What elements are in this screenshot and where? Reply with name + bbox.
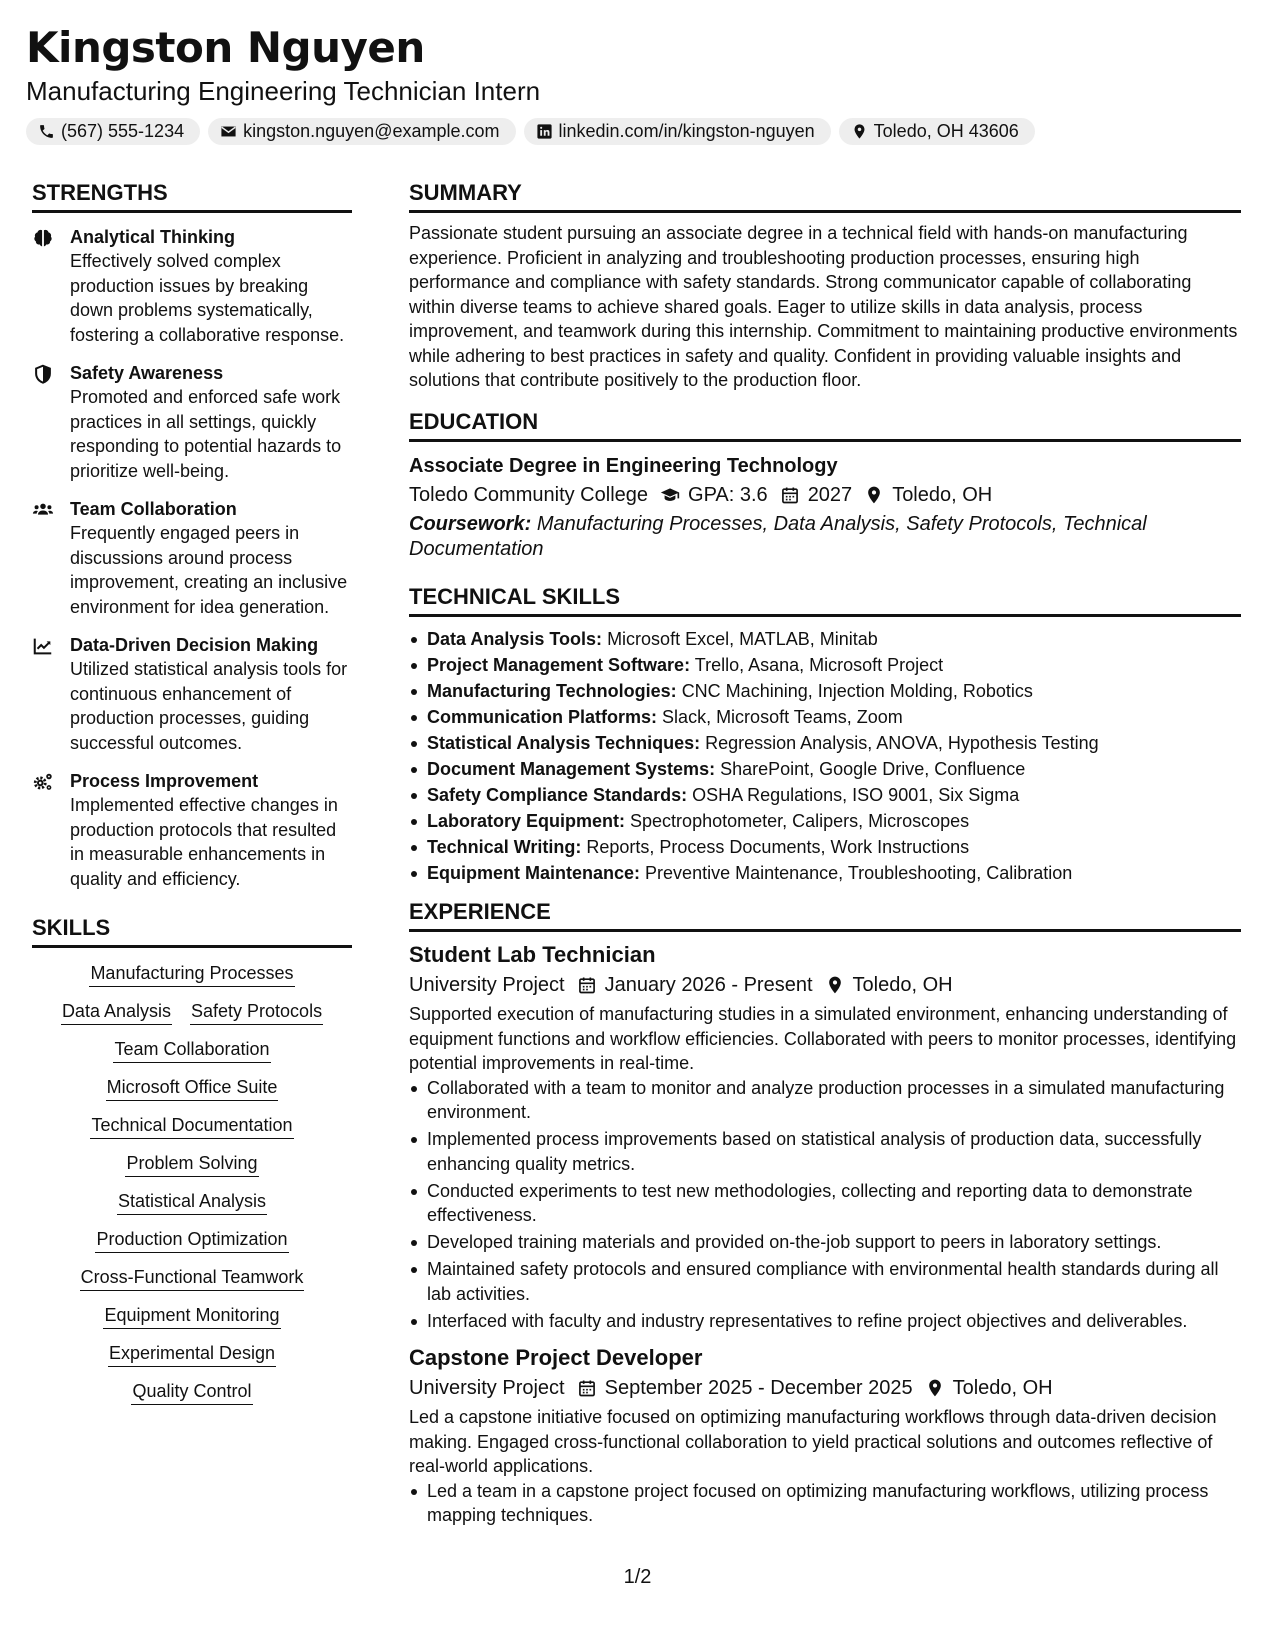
summary-text: Passionate student pursuing an associate degree in a technical field with hands-on manufacturing experience. Proficient in analyzing and troubleshooting production processes, ensuring high performance and compliance with safety standards. Strong communicator capable of collaborating within diverse teams to achieve shared goals. Eager to utilize skills in data analysis, process improvement, and teamwork during this internship. Commitment to maintaining productive environments while adhering to best practices in safety and quality. Confident in providing valuable insights and solutions that contribute positively to the production floor. — [409, 223, 1238, 390]
contact-phone-text: (567) 555-1234 — [61, 121, 185, 141]
skill-tag: Team Collaboration — [113, 1036, 270, 1063]
tech-skill-value: Slack, Microsoft Teams, Zoom — [662, 706, 903, 727]
experience-entry — [409, 1343, 1241, 1528]
list-item — [409, 783, 1241, 808]
coursework-label: Coursework: — [409, 512, 532, 535]
skill-tag: Data Analysis — [61, 998, 172, 1025]
experience-heading: EXPERIENCE — [409, 897, 1241, 932]
tech-skill-label: Communication Platforms: — [427, 706, 658, 727]
contact-email[interactable] — [208, 118, 515, 145]
list-item — [409, 757, 1241, 782]
tech-skill-value: CNC Machining, Injection Molding, Robotics — [681, 680, 1033, 701]
strength-description: Utilized statistical analysis tools for continuous enhancement of production processes, guiding successful outcomes. — [70, 659, 348, 753]
list-item — [409, 679, 1241, 704]
list-item — [409, 861, 1241, 886]
skill-tag: Statistical Analysis — [117, 1188, 267, 1215]
strength-description: Effectively solved complex production issues by breaking down problems systematically, fostering a collaborative response. — [70, 251, 345, 345]
strength-description: Promoted and enforced safe work practices in all settings, quickly responding to potential hazards to prioritize well-being. — [70, 387, 342, 481]
list-item: Conducted experiments to test new methodologies, collecting and reporting data to demonstrate effectiveness. — [409, 1179, 1241, 1228]
coursework — [409, 512, 1241, 562]
contact-bar — [26, 118, 1035, 145]
tech-skill-label: Laboratory Equipment: — [427, 810, 626, 831]
tech-skill-value: Preventive Maintenance, Troubleshooting, Calibration — [645, 862, 1073, 883]
strength-item — [32, 497, 352, 619]
skill-tag: Microsoft Office Suite — [106, 1074, 279, 1101]
strength-item — [32, 633, 352, 755]
tech-skill-label: Document Management Systems: — [427, 758, 716, 779]
skill-tag: Equipment Monitoring — [103, 1302, 280, 1329]
strength-title: Analytical Thinking — [70, 227, 236, 247]
contact-linkedin-text: linkedin.com/in/kingston-nguyen — [558, 121, 815, 141]
resume-header — [26, 22, 1035, 145]
brain-icon — [32, 227, 54, 249]
candidate-name: Kingston Nguyen — [26, 23, 425, 72]
job-title: Student Lab Technician — [409, 942, 656, 967]
job-bullets — [409, 1479, 1241, 1528]
strength-description: Frequently engaged peers in discussions around process improvement, creating an inclusive environment for idea generation. — [70, 523, 348, 617]
tech-skill-value: OSHA Regulations, ISO 9001, Six Sigma — [692, 784, 1020, 805]
right-column — [409, 178, 1241, 1530]
list-item — [409, 809, 1241, 834]
skill-tag: Cross-Functional Teamwork — [80, 1264, 305, 1291]
location-pin-icon — [851, 123, 868, 140]
contact-email-text: kingston.nguyen@example.com — [243, 121, 500, 141]
coursework-list: Manufacturing Processes, Data Analysis, Safety Protocols, Technical Documentation — [409, 512, 1147, 560]
list-item — [409, 705, 1241, 730]
tech-skill-label: Equipment Maintenance: — [427, 862, 641, 883]
tech-skill-label: Safety Compliance Standards: — [427, 784, 688, 805]
skills-heading: SKILLS — [32, 913, 352, 948]
tech-skill-label: Manufacturing Technologies: — [427, 680, 677, 701]
location-pin-icon — [925, 1378, 945, 1398]
list-item: Developed training materials and provided on-the-job support to peers in laboratory settings. — [409, 1230, 1241, 1255]
job-bullets — [409, 1076, 1241, 1334]
strength-title: Process Improvement — [70, 771, 259, 791]
strengths-heading: STRENGTHS — [32, 178, 352, 213]
job-title: Capstone Project Developer — [409, 1345, 703, 1370]
list-item: Maintained safety protocols and ensured compliance with environmental health standards during all lab activities. — [409, 1257, 1241, 1306]
strength-description: Implemented effective changes in production protocols that resulted in measurable enhancements in quality and efficiency. — [70, 795, 338, 889]
job-meta — [409, 970, 1241, 1000]
job-org: University Project — [409, 1377, 565, 1399]
job-summary: Supported execution of manufacturing studies in a simulated environment, enhancing understanding of equipment functions and workflow efficiencies. Collaborated with peers to monitor processes, identifying potential improvements in real-time. — [409, 1004, 1237, 1073]
list-item: Led a team in a capstone project focused on optimizing manufacturing workflows, utilizing process mapping techniques. — [409, 1479, 1241, 1528]
tech-skill-value: Regression Analysis, ANOVA, Hypothesis Testing — [705, 732, 1099, 753]
school-location: Toledo, OH — [892, 483, 993, 506]
technical-skills-list — [409, 627, 1241, 886]
technical-skills-heading: TECHNICAL SKILLS — [409, 582, 1241, 617]
experience-entry — [409, 940, 1241, 1333]
strength-item — [32, 225, 352, 347]
tech-skill-value: SharePoint, Google Drive, Confluence — [720, 758, 1026, 779]
page-number: 1/2 — [623, 1566, 652, 1588]
strength-item — [32, 361, 352, 483]
location-pin-icon — [825, 975, 845, 995]
graduation-year: 2027 — [807, 483, 853, 506]
summary-heading: SUMMARY — [409, 178, 1241, 213]
list-item: Implemented process improvements based on statistical analysis of production data, successfully enhancing quality metrics. — [409, 1127, 1241, 1176]
job-dates: January 2026 - Present — [604, 974, 813, 996]
skill-tag: Experimental Design — [108, 1340, 276, 1367]
tech-skill-value: Reports, Process Documents, Work Instructions — [586, 836, 970, 857]
envelope-icon — [220, 123, 237, 140]
contact-location-text: Toledo, OH 43606 — [873, 121, 1019, 141]
list-item — [409, 627, 1241, 652]
tech-skill-value: Spectrophotometer, Calipers, Microscopes — [630, 810, 970, 831]
calendar-icon — [577, 975, 597, 995]
candidate-title: Manufacturing Engineering Technician Intern — [26, 76, 541, 106]
skill-tag: Manufacturing Processes — [89, 960, 294, 987]
job-location: Toledo, OH — [852, 974, 953, 996]
linkedin-icon — [536, 123, 553, 140]
strength-title: Data-Driven Decision Making — [70, 635, 319, 655]
contact-phone[interactable] — [26, 118, 200, 145]
education-meta — [409, 480, 1241, 510]
tech-skill-label: Project Management Software: — [427, 654, 691, 675]
skill-tag: Production Optimization — [95, 1226, 288, 1253]
users-icon — [32, 499, 54, 521]
graduation-cap-icon — [660, 485, 680, 505]
contact-location — [839, 118, 1035, 145]
strength-title: Team Collaboration — [70, 499, 237, 519]
tech-skill-label: Technical Writing: — [427, 836, 582, 857]
tech-skill-value: Trello, Asana, Microsoft Project — [694, 654, 944, 675]
left-column — [32, 178, 352, 1405]
skill-tag: Safety Protocols — [190, 998, 323, 1025]
skill-tag: Technical Documentation — [90, 1112, 293, 1139]
degree-name: Associate Degree in Engineering Technology — [409, 454, 838, 477]
skill-tag: Problem Solving — [125, 1150, 258, 1177]
job-summary: Led a capstone initiative focused on optimizing manufacturing workflows through data-driven decision making. Engaged cross-functional collaboration to yield practical solutions and outcomes reflective of real-world applications. — [409, 1407, 1217, 1476]
list-item — [409, 653, 1241, 678]
shield-icon — [32, 363, 54, 385]
tech-skill-label: Data Analysis Tools: — [427, 628, 603, 649]
phone-icon — [38, 123, 55, 140]
calendar-icon — [577, 1378, 597, 1398]
strength-item — [32, 769, 352, 891]
calendar-icon — [780, 485, 800, 505]
list-item: Collaborated with a team to monitor and analyze production processes in a simulated manufacturing environment. — [409, 1076, 1241, 1125]
gears-icon — [32, 771, 54, 793]
school-name: Toledo Community College — [409, 483, 649, 506]
chart-line-icon — [32, 635, 54, 657]
location-pin-icon — [864, 485, 884, 505]
contact-linkedin[interactable] — [524, 118, 831, 145]
job-location: Toledo, OH — [952, 1377, 1053, 1399]
skills-list — [32, 960, 352, 1405]
education-heading: EDUCATION — [409, 407, 1241, 442]
list-item — [409, 835, 1241, 860]
list-item — [409, 731, 1241, 756]
list-item: Interfaced with faculty and industry representatives to refine project objectives and deliverables. — [409, 1309, 1241, 1334]
gpa-text: GPA: 3.6 — [688, 483, 768, 506]
job-dates: September 2025 - December 2025 — [604, 1377, 913, 1399]
tech-skill-value: Microsoft Excel, MATLAB, Minitab — [607, 628, 878, 649]
job-org: University Project — [409, 974, 565, 996]
skill-tag: Quality Control — [131, 1378, 252, 1405]
strength-title: Safety Awareness — [70, 363, 224, 383]
tech-skill-label: Statistical Analysis Techniques: — [427, 732, 701, 753]
job-meta — [409, 1373, 1241, 1403]
